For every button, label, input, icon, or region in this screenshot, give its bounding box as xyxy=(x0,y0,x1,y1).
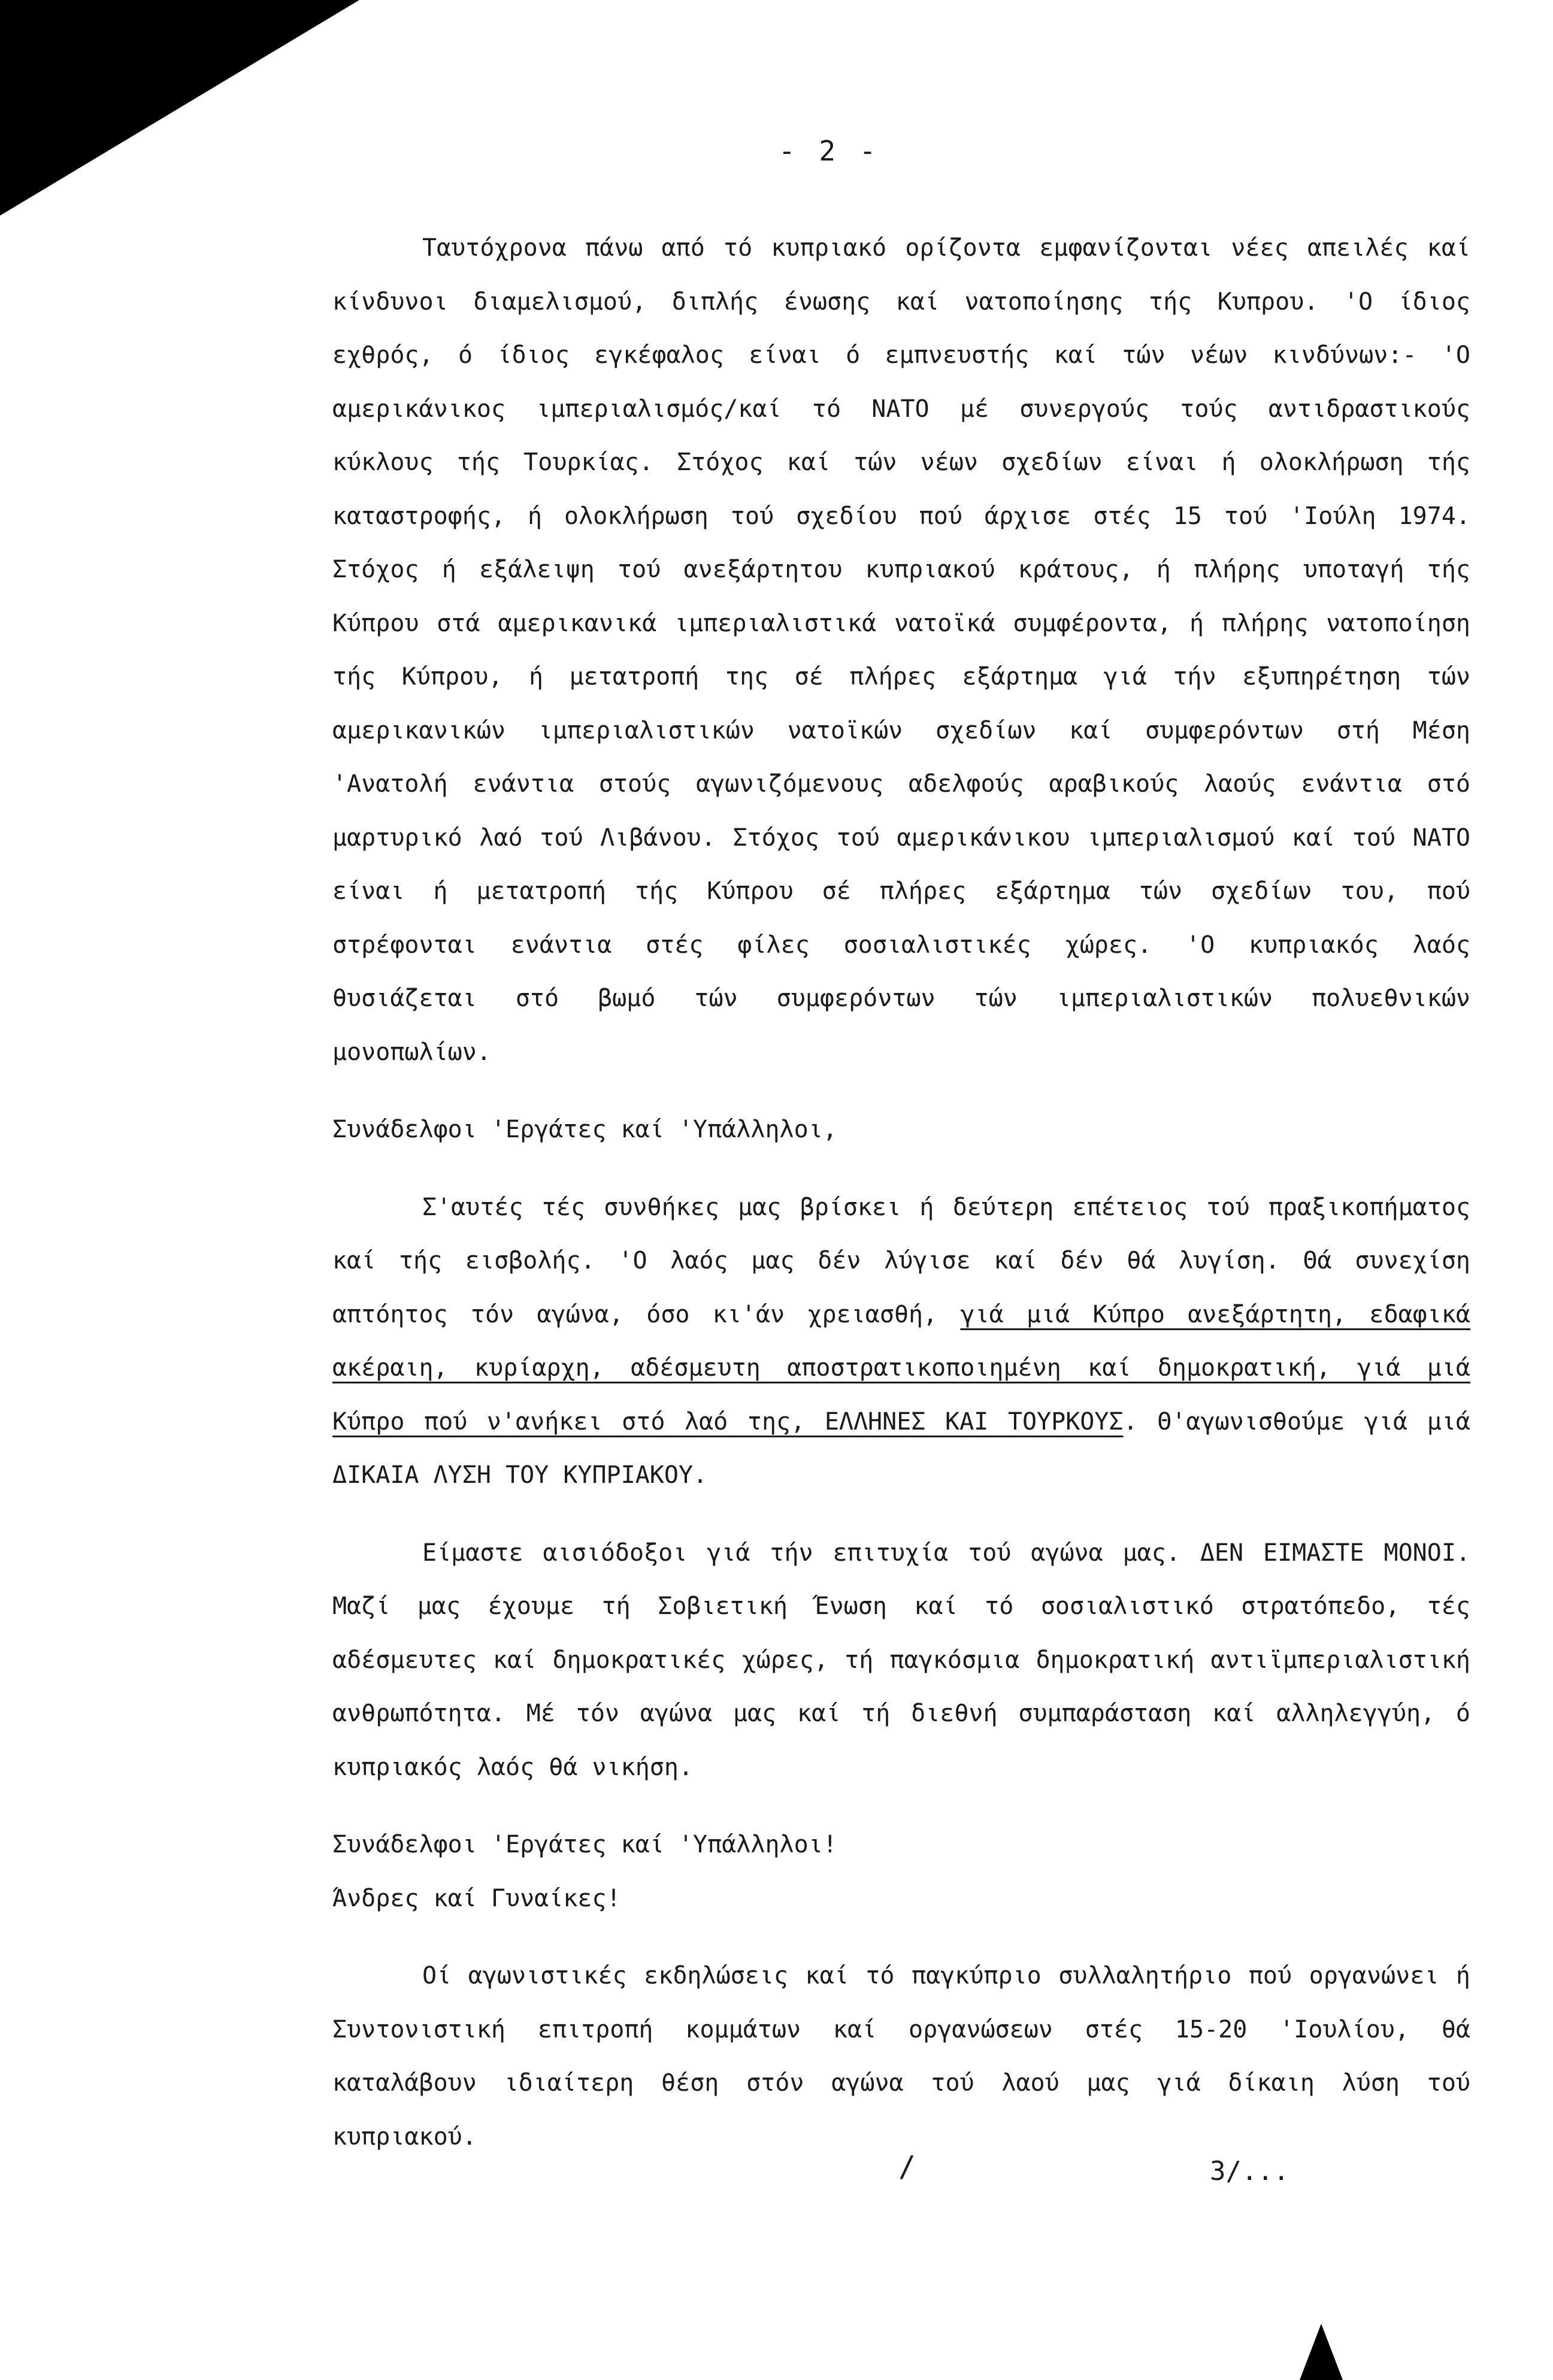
paragraph-anniversary xyxy=(332,1181,1470,1503)
footer-slash-mark: / xyxy=(898,2150,916,2184)
salutation-workers: Συνάδελφοι 'Εργάτες καί 'Υπάλληλοι! xyxy=(332,1831,837,1858)
page-number: - 2 - xyxy=(779,135,880,167)
anniversary-tail: . Θ'αγωνισθούμε γιά μιά ΔΙΚΑΙΑ ΛΥΣΗ ΤΟΥ ΚΥΠΡΙΑΚΟΥ. xyxy=(332,1407,1470,1489)
continuation-marker: 3/... xyxy=(1210,2156,1289,2187)
paragraph-optimism: Είμαστε αισιόδοξοι γιά τήν επιτυχία τού αγώνα μας. ΔΕΝ ΕΙΜΑΣΤΕ ΜΟΝΟΙ. Μαζί μας έχουμε τή Σοβιετική Ένωση καί τό σοσιαλιστικό στρατόπεδο, τές αδέσμευτες καί δημοκρατικές χώρες, τή παγκόσμια δημοκρατική αντιϊμπεριαλιστική ανθρωπότητα. Μέ τόν αγώνα μας καί τή διεθνή συμπαράσταση καί αλληλεγγύη, ό κυπριακός λαός θά νικήση. xyxy=(332,1539,1470,1781)
underlined-demand: γιά μιά Κύπρο ανεξάρτητη, εδαφικά ακέραιη, κυρίαρχη, αδέσμευτη αποστρατικοποιημένη καί δημοκρατική, γιά μιά Κύπρο πού ν'ανήκει στό λαό της, ΕΛΛΗΝΕΣ ΚΑΙ ΤΟΥΡΚΟΥΣ xyxy=(332,1300,1470,1436)
salutation-colleagues: Συνάδελφοι 'Εργάτες καί 'Υπάλληλοι, xyxy=(332,1116,837,1143)
paragraph-rally: Οί αγωνιστικές εκδηλώσεις καί τό παγκύπριο συλλαλητήριο πού οργανώνει ή Συντονιστική επιτροπή κομμάτων καί οργανώσεων στές 15-20 'Ιουλίου, θά καταλάβουν ιδιαίτερη θέση στόν αγώνα τού λαού μας γιά δίκαιη λύση τού κυπριακού. xyxy=(332,1962,1470,2151)
document-body xyxy=(332,222,1470,2164)
scan-bottom-artifact xyxy=(1300,2324,1343,2380)
salutation-men-women: Άνδρες καί Γυναίκες! xyxy=(332,1884,621,1912)
scan-corner-artifact xyxy=(0,0,359,216)
anniversary-text: Σ'αυτές τές συνθήκες μας βρίσκει ή δεύτερη επέτειος τού πραξικοπήματος καί τής εισβολής. 'Ο λαός μας δέν λύγισε καί δέν θά λυγίση. Θά συνεχίση απτόητος τόν αγώνα, όσο κι'άν χρειασθή, xyxy=(332,1193,1470,1328)
paragraph-threats: Ταυτόχρονα πάνω από τό κυπριακό ορίζοντα εμφανίζονται νέες απειλές καί κίνδυνοι διαμελισμού, διπλής ένωσης καί νατοποίησης τής Κυπρου. 'Ο ίδιος εχθρός, ό ίδιος εγκέφαλος είναι ό εμπνευστής καί τών νέων κινδύνων:- 'Ο αμερικάνικος ιμπεριαλισμός/καί τό ΝΑΤΟ μέ συνεργούς τούς αντιδραστικούς κύκλους τής Τουρκίας. Στόχος καί τών νέων σχεδίων είναι ή ολοκλήρωση τής καταστροφής, ή ολοκλήρωση τού σχεδίου πού άρχισε στές 15 τού 'Ιούλη 1974. Στόχος ή εξάλειψη τού ανεξάρτητου κυπριακού κράτους, ή πλήρης υποταγή τής Κύπρου στά αμερικανικά ιμπεριαλιστικά νατοϊκά συμφέροντα, ή πλήρης νατοποίηση τής Κύπρου, ή μετατροπή της σέ πλήρες εξάρτημα γιά τήν εξυπηρέτηση τών αμερικανικών ιμπεριαλιστικών νατοϊκών σχεδίων καί συμφερόντων στή Μέση 'Ανατολή ενάντια στούς αγωνιζόμενους αδελφούς αραβικούς λαούς ενάντια στό μαρτυρικό λαό τού Λιβάνου. Στόχος τού αμερικάνικου ιμπεριαλισμού καί τού ΝΑΤΟ είναι ή μετατροπή τής Κύπρου σέ πλήρες εξάρτημα τών σχεδίων του, πού στρέφονται ενάντια στές φίλες σοσιαλιστικές χώρες. 'Ο κυπριακός λαός θυσιάζεται στό βωμό τών συμφερόντων τών ιμπεριαλιστικών πολυεθνικών μονοπωλίων. xyxy=(332,234,1470,1066)
